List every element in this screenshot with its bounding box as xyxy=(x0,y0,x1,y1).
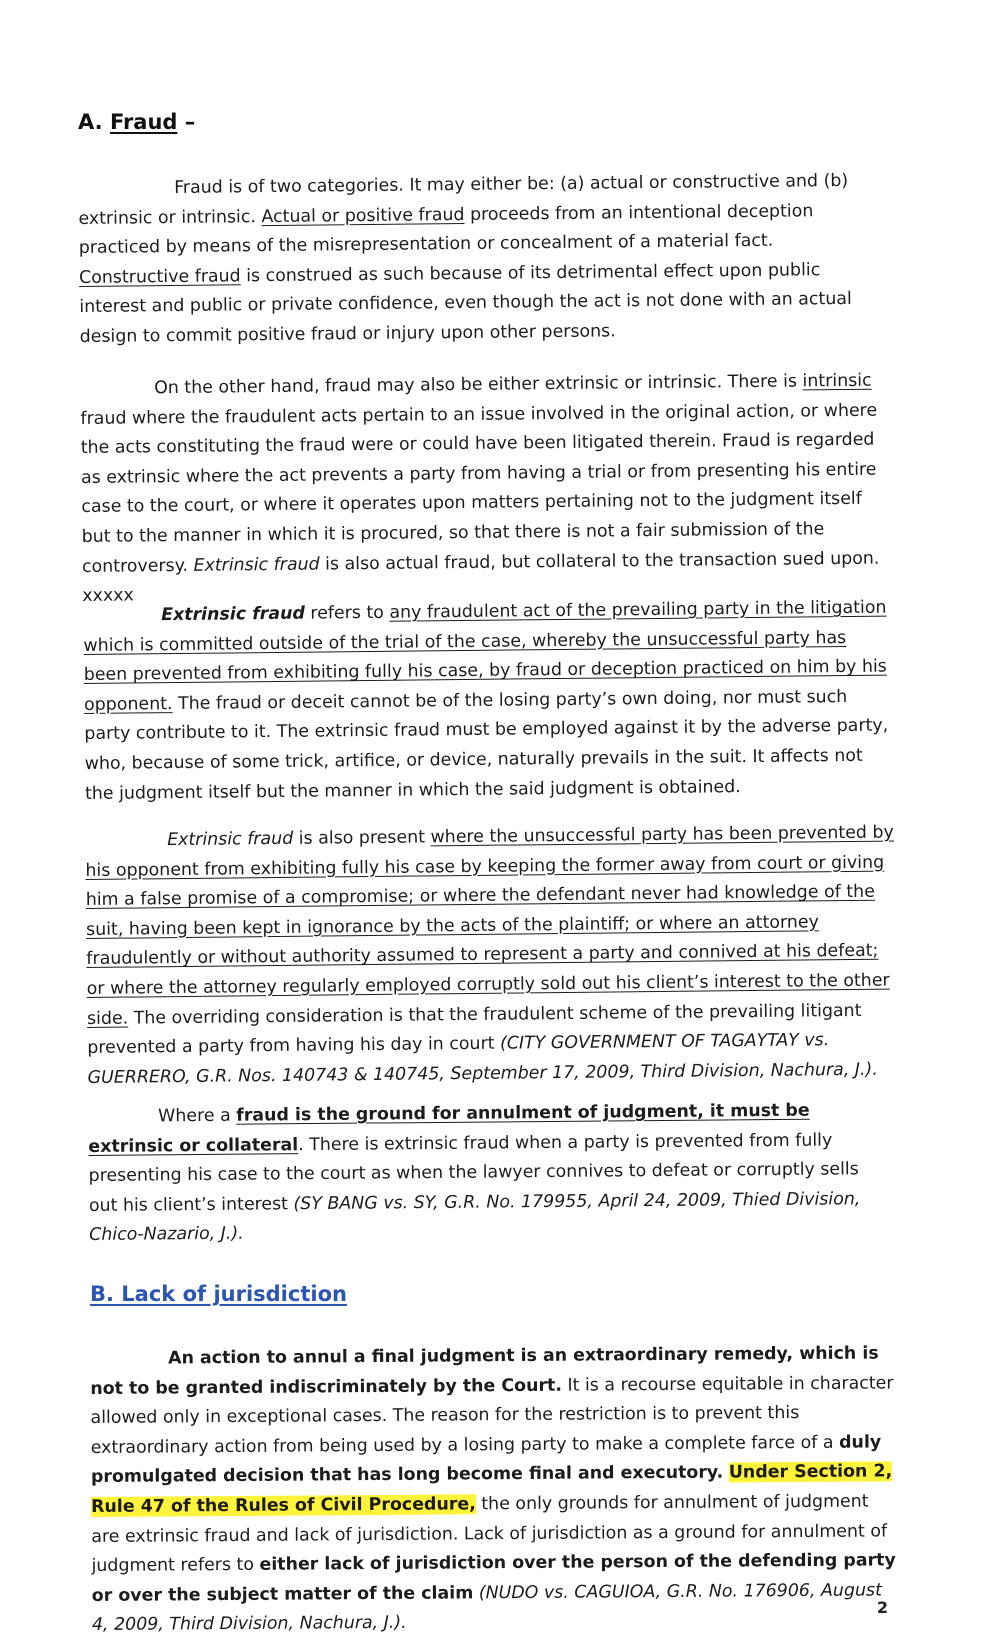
p5-italic-citation: (SY BANG vs. SY, G.R. No. 179955, April 24, 2009, Thied Division, Chico-Nazario, J.). xyxy=(89,1189,861,1246)
p1-text-1: Fraud is of two categories. It may either be: (a) actual or constructive and (b) extrinsic or intrinsic. xyxy=(78,171,849,229)
p1-underline-constructive-fraud: Constructive fraud xyxy=(78,266,241,289)
section-a-heading xyxy=(78,110,195,134)
p2-text-2: fraud where the fraudulent acts pertain to an issue involved in the original action, or where the acts constituting the fraud were or could have been litigated therein. Fraud is regarded as extrinsic where the act prevents a party from having a trial or from presenting his entire case to the court, or where it operates upon matters pertaining not to the judgment itself but to the manner in which it is procured, so that there is not a fair submission of the controversy. xyxy=(80,400,878,577)
p2-text-1: On the other hand, fraud may also be either extrinsic or intrinsic. There is xyxy=(154,371,803,399)
p6-italic-citation: (NUDO vs. CAGUIOA, G.R. No. 176906, August 4, 2009, Third Division, Nachura, J.). xyxy=(91,1580,882,1636)
section-a-letter: A. xyxy=(78,110,103,134)
p1-text-2: proceeds from an intentional deception practiced by means of the misrepresentation or concealment of a material fact. xyxy=(78,201,814,259)
p6-bold-lack-jurisdiction: either lack of jurisdiction over the person of the defending party or over the subject matter of the claim xyxy=(91,1550,896,1607)
paragraph-lack-of-jurisdiction xyxy=(90,1340,900,1642)
section-a-title: Fraud xyxy=(109,110,178,134)
p6-highlight-rule-47: Under Section 2, Rule 47 of the Rules of Civil Procedure, xyxy=(91,1462,893,1518)
p3-underline-definition: any fraudulent act of the prevailing party in the litigation which is committed outside of the trial of the case, whereby the unsuccessful party has been prevented from exhibiting fully his case, by fraud or deception practiced on him by his opponent. xyxy=(83,597,887,716)
section-b-heading: B. Lack of jurisdiction xyxy=(90,1282,347,1306)
paragraph-ground-for-annulment xyxy=(88,1096,889,1251)
page-number: 2 xyxy=(876,1598,888,1617)
section-a-dash: – xyxy=(177,110,196,134)
p3-bold-italic-extrinsic-fraud: Extrinsic fraud xyxy=(161,604,305,626)
p2-italic-extrinsic-fraud: Extrinsic fraud xyxy=(193,554,320,576)
paragraph-extrinsic-intrinsic xyxy=(80,367,894,612)
p6-text-3: the only grounds for annulment of judgment are extrinsic fraud and lack of jurisdiction. Lack of jurisdiction as a ground for annulment of judgment refers to xyxy=(91,1491,888,1577)
p6-bold-extraordinary-remedy: An action to annul a final judgment is an extraordinary remedy, which is not to be granted indiscriminately by the Court. xyxy=(90,1343,879,1399)
p5-text-1: Where a xyxy=(158,1106,237,1127)
paragraph-extrinsic-fraud-definition xyxy=(83,594,895,810)
p4-text-2: The overriding consideration is that the fraudulent scheme of the prevailing litigant prevented a party from having his day in court xyxy=(87,1000,862,1059)
p5-text-2: . There is extrinsic fraud when a party is prevented from fully presenting his case to the court as when the lawyer connives to defeat or corruptly sells out his client’s interest xyxy=(88,1130,859,1217)
p1-underline-actual-fraud: Actual or positive fraud xyxy=(261,204,465,228)
p3-text-2: The fraud or deceit cannot be of the losing party’s own doing, nor must such party contribute to it. The extrinsic fraud must be employed against it by the adverse party, who, because of some trick, artifice, or device, naturally prevails in the suit. It affects not the judgment itself but the manner in which the said judgment is obtained. xyxy=(84,687,889,804)
p6-bold-final-executory: duly promulgated decision that has long become final and executory. xyxy=(90,1432,882,1488)
p2-underline-intrinsic: intrinsic xyxy=(802,371,872,392)
p4-text-1: is also present xyxy=(293,827,431,850)
p2-text-3: is also actual fraud, but collateral to the transaction sued upon. xxxxx xyxy=(82,548,880,607)
paragraph-fraud-categories xyxy=(78,167,890,353)
p4-italic-extrinsic-fraud: Extrinsic fraud xyxy=(167,829,294,851)
p3-text-1: refers to xyxy=(304,603,390,625)
p5-bold-underline-ground: fraud is the ground for annulment of judgment, it must be extrinsic or collateral xyxy=(88,1101,810,1157)
p4-italic-citation: (CITY GOVERNMENT OF TAGAYTAY vs. GUERRERO, G.R. Nos. 140743 & 140745, September 17, 2009, Third Division, Nachura, J.). xyxy=(87,1030,878,1089)
p1-text-3: is construed as such because of its detrimental effect upon public interest and public or private confidence, even though the act is not done with an actual design to commit positive fraud or injury upon other persons. xyxy=(79,260,852,348)
p6-text-1: It is a recourse equitable in character allowed only in exceptional cases. The reason for the restriction is to prevent this extraordinary action from being used by a losing party to make a complete farce of a xyxy=(90,1373,894,1459)
paragraph-extrinsic-fraud-instances xyxy=(85,819,900,1094)
p4-underline-instances: where the unsuccessful party has been prevented by his opponent from exhibiting fully his case by keeping the former away from court or giving him a false promise of a compromise; or where the defendant never had knowledge of the suit, having been kept in ignorance by the acts of the plaintiff; or where an attorney fraudulently or without authority assumed to represent a party and connived at his defeat; or where the attorney regularly employed corruptly sold out his client’s interest to the other side. xyxy=(85,822,894,1029)
